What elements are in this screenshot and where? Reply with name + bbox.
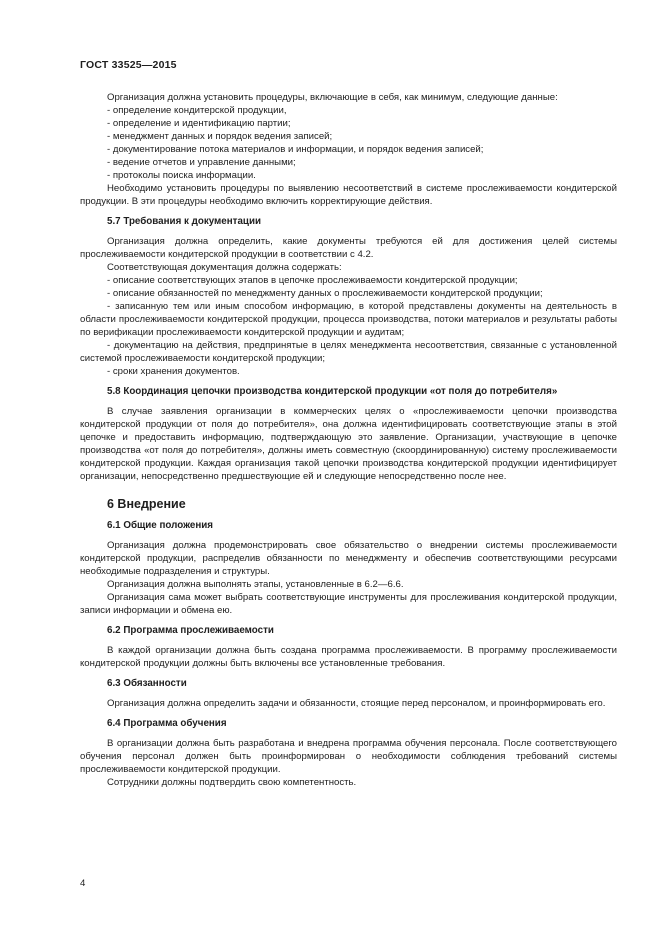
paragraph: Необходимо установить процедуры по выявлению несоответствий в системе прослеживаемости кондитерской продукции. В эти процедуры необходимо включить корректирующие действия.: [80, 183, 617, 207]
paragraph: В случае заявления организации в коммерческих целях о «прослеживаемости цепочки производства кондитерской продукции от поля до потребителя», она должна идентифицировать соответствующие этапы в этой цепочке и предоставить информацию, подтверждающую это заявление. Организации, участвующие в цепочке производства «от поля до потребителя», должны иметь совместную (скоординированную) систему прослеживаемости кондитерской продукции. Каждая организация такой цепочки производства кондитерской продукции идентифицирует организации, непосредственно предшествующие ей и следующие непосредственно после нее.: [80, 406, 617, 482]
paragraph: В организации должна быть разработана и внедрена программа обучения персонала. После соответствующего обучения персонал должен быть проинформирован о необходимости соблюдения требований системы прослеживаемости кондитерской продукции.: [80, 738, 617, 775]
paragraph: Организация должна определить, какие документы требуются ей для достижения целей системы прослеживаемости кондитерской продукции в соответствии с 4.2.: [80, 236, 617, 260]
subsection-heading: 5.7 Требования к документации: [107, 216, 261, 227]
document-body: [80, 91, 617, 789]
page-number: 4: [80, 878, 86, 889]
list-item: - описание соответствующих этапов в цепочке прослеживаемости кондитерской продукции;: [107, 275, 518, 286]
list-item: - ведение отчетов и управление данными;: [107, 157, 296, 168]
list-item: - сроки хранения документов.: [107, 366, 240, 377]
paragraph: Организация должна определить задачи и обязанности, стоящие перед персоналом, и проинформировать его.: [107, 698, 606, 709]
subsection-heading: 6.3 Обязанности: [107, 678, 187, 689]
paragraph: Организация сама может выбрать соответствующие инструменты для прослеживания кондитерской продукции, записи информации и обмена ею.: [80, 592, 617, 616]
document-header: ГОСТ 33525—2015: [80, 59, 177, 71]
list-item: - менеджмент данных и порядок ведения записей;: [107, 131, 333, 142]
list-item: - протоколы поиска информации.: [107, 170, 256, 181]
list-item: - определение кондитерской продукции,: [107, 105, 287, 116]
list-item: - описание обязанностей по менеджменту данных о прослеживаемости кондитерской продукции;: [107, 288, 543, 299]
subsection-heading: 6.1 Общие положения: [107, 520, 214, 531]
paragraph: Организация должна выполнять этапы, установленные в 6.2—6.6.: [107, 579, 404, 590]
list-item: - документирование потока материалов и информации, и порядок ведения записей;: [107, 144, 484, 155]
list-item: - определение и идентификацию партии;: [107, 118, 291, 129]
subsection-heading: 6.2 Программа прослеживаемости: [107, 625, 274, 636]
paragraph: Организация должна установить процедуры, включающие в себя, как минимум, следующие данные:: [107, 92, 558, 103]
subsection-heading: 5.8 Координация цепочки производства кондитерской продукции «от поля до потребителя»: [107, 386, 558, 397]
section-heading: 6 Внедрение: [107, 497, 186, 511]
paragraph: Сотрудники должны подтвердить свою компетентность.: [107, 777, 357, 788]
paragraph: - документацию на действия, предпринятые в целях менеджмента несоответствия, связанные с установленной системой прослеживаемости кондитерской продукции;: [80, 340, 617, 364]
subsection-heading: 6.4 Программа обучения: [107, 718, 227, 729]
paragraph: Соответствующая документация должна содержать:: [107, 262, 342, 273]
paragraph: - записанную тем или иным способом информацию, в которой представлены документы на деятельность в области прослеживаемости кондитерской продукции, процесса производства, потоки материалов и результаты работы по верификации прослеживаемости кондитерской продукции и аудитам;: [80, 301, 617, 338]
paragraph: В каждой организации должна быть создана программа прослеживаемости. В программу прослеживаемости кондитерской продукции должны быть включены все установленные требования.: [80, 645, 617, 669]
paragraph: Организация должна продемонстрировать свое обязательство о внедрении системы прослеживаемости кондитерской продукции, распределив обязанности по менеджменту и обеспечив соответствующими ресурсами необходимые подразделения и структуры.: [80, 540, 617, 577]
